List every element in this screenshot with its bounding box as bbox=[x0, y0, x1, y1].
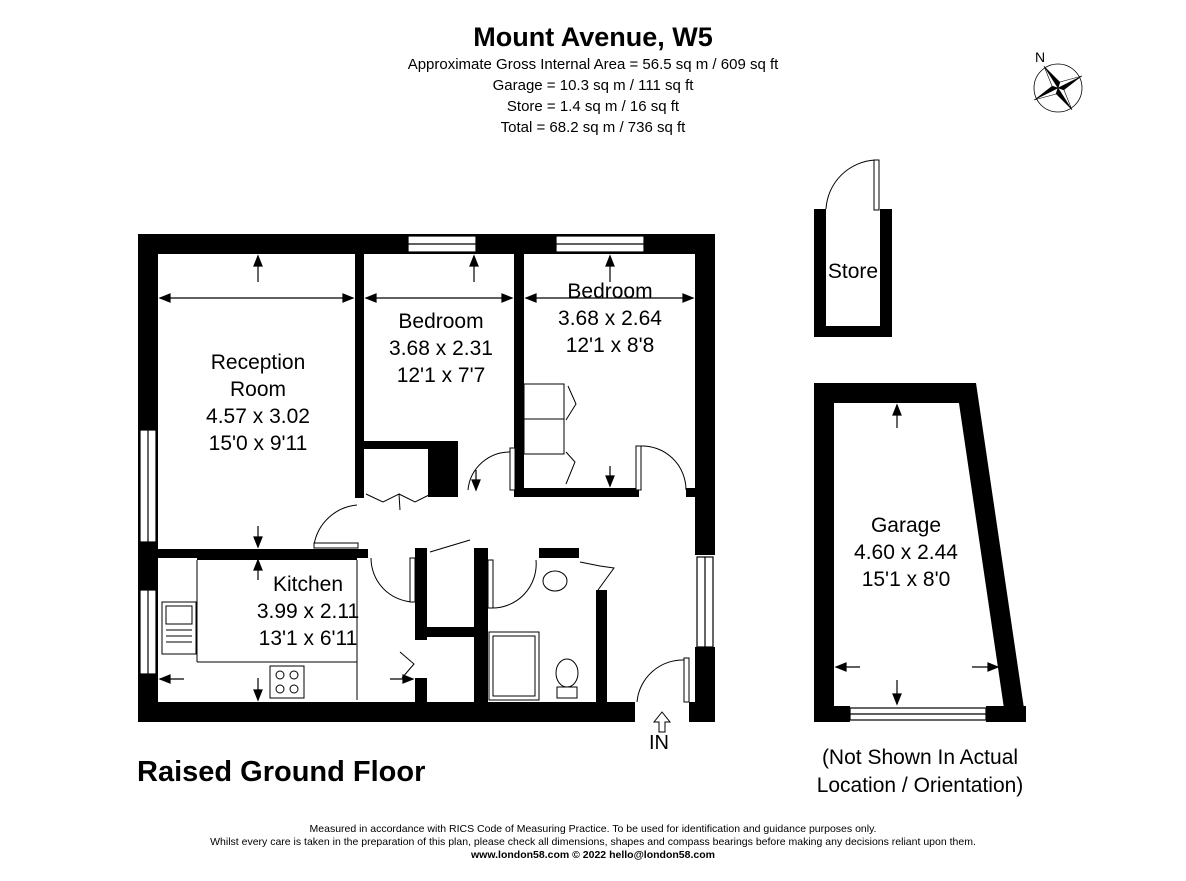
outbuilding-note-line1: (Not Shown In Actual bbox=[821, 746, 1019, 769]
store-wall-bottom bbox=[814, 326, 892, 337]
store-door-swing bbox=[826, 160, 876, 209]
store-door-leaf bbox=[874, 160, 879, 210]
outer-wall-bottom-left bbox=[138, 702, 635, 722]
bedroom2-label bbox=[550, 278, 670, 359]
kitchen-door-leaf bbox=[410, 558, 415, 602]
reception-door-swing bbox=[314, 505, 357, 545]
garage-wall-bottom-left bbox=[814, 706, 850, 722]
disclaimer-line2: Whilst every care is taken in the preparation of this plan, please check all dimensions, shapes and compass bearings before making any decisions reliant upon them. bbox=[210, 836, 976, 848]
reception-room-label bbox=[198, 349, 318, 457]
kitchen-door-swing bbox=[371, 558, 413, 602]
reception-metric: 4.57 x 3.02 bbox=[206, 405, 310, 428]
garage-wall-top bbox=[814, 383, 976, 403]
outer-wall-right-lower bbox=[695, 647, 715, 722]
wall-bedroom1-bottom bbox=[364, 441, 458, 449]
kitchen-label bbox=[248, 571, 368, 652]
garage-metric: 4.60 x 2.44 bbox=[854, 541, 958, 564]
entrance-door-swing bbox=[637, 660, 685, 702]
garage-name: Garage bbox=[870, 514, 942, 537]
wall-bathroom-top bbox=[539, 548, 579, 558]
garage-wall-left bbox=[814, 383, 834, 722]
entrance-door-leaf bbox=[684, 658, 689, 702]
bathroom-cupboard-door bbox=[580, 562, 614, 590]
area-line-total: Total = 68.2 sq m / 736 sq ft bbox=[500, 119, 686, 136]
area-line-garage: Garage = 10.3 sq m / 111 sq ft bbox=[492, 77, 694, 94]
disclaimer-line1: Measured in accordance with RICS Code of Measuring Practice. To be used for identification and guidance purposes only. bbox=[309, 823, 877, 835]
wall-reception-bedroom bbox=[355, 254, 364, 498]
reception-name-line1: Reception bbox=[210, 351, 306, 374]
store-label bbox=[820, 258, 886, 285]
wash-basin bbox=[543, 571, 567, 591]
bedroom1-imperial: 12'1 x 7'7 bbox=[396, 364, 486, 387]
outer-wall-right-mid bbox=[695, 495, 715, 555]
toilet bbox=[556, 659, 578, 687]
wall-hall-cupboard bbox=[415, 548, 427, 640]
bedroom2-metric: 3.68 x 2.64 bbox=[558, 307, 662, 330]
property-title: Mount Avenue, W5 bbox=[473, 22, 713, 52]
wardrobe-bifold-doors-2 bbox=[566, 452, 575, 484]
kitchen-name: Kitchen bbox=[272, 573, 344, 596]
wall-reception-kitchen bbox=[158, 549, 368, 558]
reception-name-line2: Room bbox=[229, 378, 287, 401]
garage-wall-bottom-right bbox=[986, 706, 1026, 722]
wardrobe-bifold-doors bbox=[566, 386, 576, 420]
bedroom2-door-leaf bbox=[636, 446, 641, 490]
outbuilding-note bbox=[790, 744, 1050, 800]
wall-bathroom-left bbox=[474, 548, 488, 702]
bedroom1-metric: 3.68 x 2.31 bbox=[389, 337, 493, 360]
bedroom1-name: Bedroom bbox=[398, 310, 484, 333]
disclaimer-footer bbox=[0, 823, 1186, 862]
wall-bedroom2-bottom-right bbox=[686, 488, 695, 497]
wall-cupboard bbox=[428, 449, 458, 497]
entry-label: IN bbox=[649, 732, 669, 754]
wall-bathroom-right bbox=[596, 590, 607, 702]
bathroom-door-leaf bbox=[488, 560, 493, 608]
kitchen-sink bbox=[162, 602, 196, 654]
bedroom2-name: Bedroom bbox=[567, 280, 653, 303]
bedroom2-door-swing bbox=[640, 446, 686, 490]
outbuilding-note-line2: Location / Orientation) bbox=[816, 774, 1024, 797]
hall-cupboard-door bbox=[430, 540, 470, 552]
compass-rose-icon bbox=[1034, 64, 1082, 112]
wall-bedroom2-bottom-left bbox=[514, 488, 639, 497]
kitchen-metric: 3.99 x 2.11 bbox=[256, 600, 360, 623]
reception-door-leaf bbox=[314, 543, 358, 548]
shower-tray bbox=[489, 632, 539, 700]
bedroom1-label bbox=[381, 308, 501, 389]
contact-line: www.london58.com © 2022 hello@london58.com bbox=[471, 849, 715, 861]
entry-arrow-icon bbox=[654, 712, 670, 732]
kitchen-hob bbox=[270, 666, 304, 698]
compass-north-label: N bbox=[1035, 49, 1046, 65]
wall-kitchen-right bbox=[415, 678, 427, 702]
wall-hall-cupboard-bottom bbox=[427, 627, 474, 637]
store-name: Store bbox=[827, 260, 879, 283]
outer-wall-right-upper bbox=[695, 234, 715, 504]
floor-title: Raised Ground Floor bbox=[137, 756, 426, 788]
garage-label bbox=[838, 512, 974, 593]
reception-imperial: 15'0 x 9'11 bbox=[208, 432, 308, 455]
bedroom1-door-leaf bbox=[510, 448, 515, 490]
kitchen-counter-line bbox=[197, 558, 357, 560]
garage-imperial: 15'1 x 8'0 bbox=[861, 568, 951, 591]
bathroom-door-swing bbox=[490, 560, 536, 608]
kitchen-cupboard-door bbox=[400, 652, 414, 678]
bedroom2-imperial: 12'1 x 8'8 bbox=[565, 334, 655, 357]
cupboard-bifold-doors bbox=[366, 494, 431, 510]
kitchen-imperial: 13'1 x 6'11 bbox=[258, 627, 358, 650]
area-line-gross: Approximate Gross Internal Area = 56.5 sq m / 609 sq ft bbox=[407, 56, 779, 73]
area-line-store: Store = 1.4 sq m / 16 sq ft bbox=[506, 98, 680, 115]
